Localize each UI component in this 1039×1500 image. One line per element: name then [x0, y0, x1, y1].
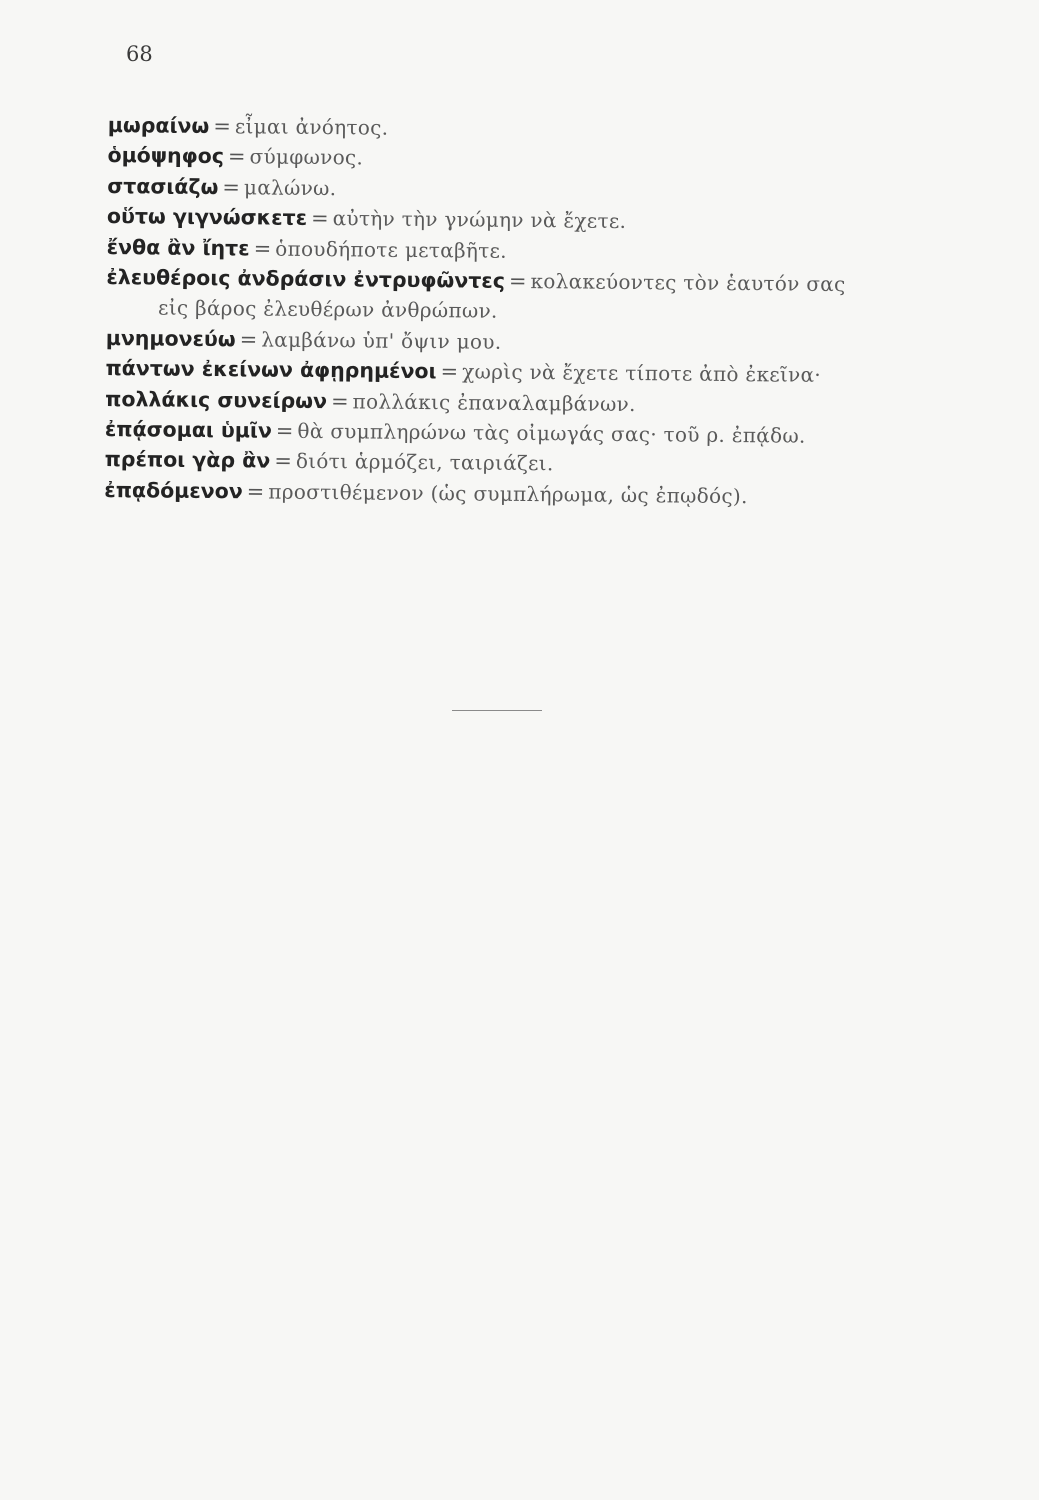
entry-separator: =	[213, 114, 232, 139]
entry-term: στασιάζω	[107, 173, 219, 199]
entry-separator: =	[440, 359, 459, 384]
entry-definition: προστιθέμενον (ὡς συμπλήρωμα, ὡς ἐπῳδός).	[268, 479, 748, 509]
entry-definition: εἰς βάρος ἐλευθέρων ἀνθρώπων.	[157, 295, 498, 324]
entry-term: πάντων ἐκείνων ἀφῃρημένοι	[105, 356, 437, 384]
entry-definition: εἶμαι ἀνόητος.	[234, 114, 389, 140]
entry-definition: χωρὶς νὰ ἔχετε τίποτε ἀπὸ ἐκεῖνα·	[462, 359, 822, 388]
entry-definition: διότι ἁρμόζει, ταιριάζει.	[295, 449, 554, 476]
entry-definition: σύμφωνος.	[249, 144, 364, 170]
section-end-rule	[452, 710, 542, 711]
entry-definition: πολλάκις ἐπαναλαμβάνων.	[352, 389, 636, 416]
entry-term: ὁμόψηφος	[107, 143, 225, 169]
entry-definition: κολακεύοντες τὸν ἑαυτόν σας	[530, 269, 846, 297]
entry-separator: =	[274, 449, 293, 474]
entry-separator: =	[330, 388, 349, 413]
entry-term: οὕτω γιγνώσκετε	[106, 204, 308, 231]
entry-term: πρέποι γὰρ ἂν	[104, 447, 271, 474]
entry-term: μνημονεύω	[105, 325, 236, 352]
entry-definition: λαμβάνω ὑπ' ὄψιν μου.	[261, 327, 502, 354]
entry-definition: αὐτὴν τὴν γνώμην νὰ ἔχετε.	[332, 206, 627, 234]
entry-term: ἐλευθέροις ἀνδράσιν ἐντρυφῶντες	[106, 265, 506, 293]
glossary	[104, 110, 988, 514]
entry-separator: =	[253, 236, 272, 261]
entry-separator: =	[222, 174, 241, 200]
entry-separator: =	[275, 418, 294, 443]
entry-term: μωραίνω	[107, 112, 210, 138]
entry-separator: =	[310, 206, 329, 231]
entry-term: ἔνθα ἂν ἴητε	[106, 234, 250, 260]
page-number: 68	[126, 42, 153, 66]
entry-definition: μαλώνω.	[243, 175, 337, 201]
entry-separator: =	[508, 268, 527, 294]
entry-separator: =	[227, 144, 246, 169]
entry-separator: =	[239, 327, 258, 352]
entry-definition: θὰ συμπληρώνω τὰς οἰμωγάς σας· τοῦ ρ. ἐπᾴδω.	[297, 418, 806, 448]
entry-term: ἐπᾳδόμενον	[104, 477, 243, 504]
entry-term: ἐπᾴσομαι ὑμῖν	[104, 417, 272, 443]
entry-definition: ὁπουδήποτε μεταβῆτε.	[275, 236, 507, 263]
entry-separator: =	[246, 479, 265, 504]
entry-term: πολλάκις συνείρων	[105, 386, 328, 413]
